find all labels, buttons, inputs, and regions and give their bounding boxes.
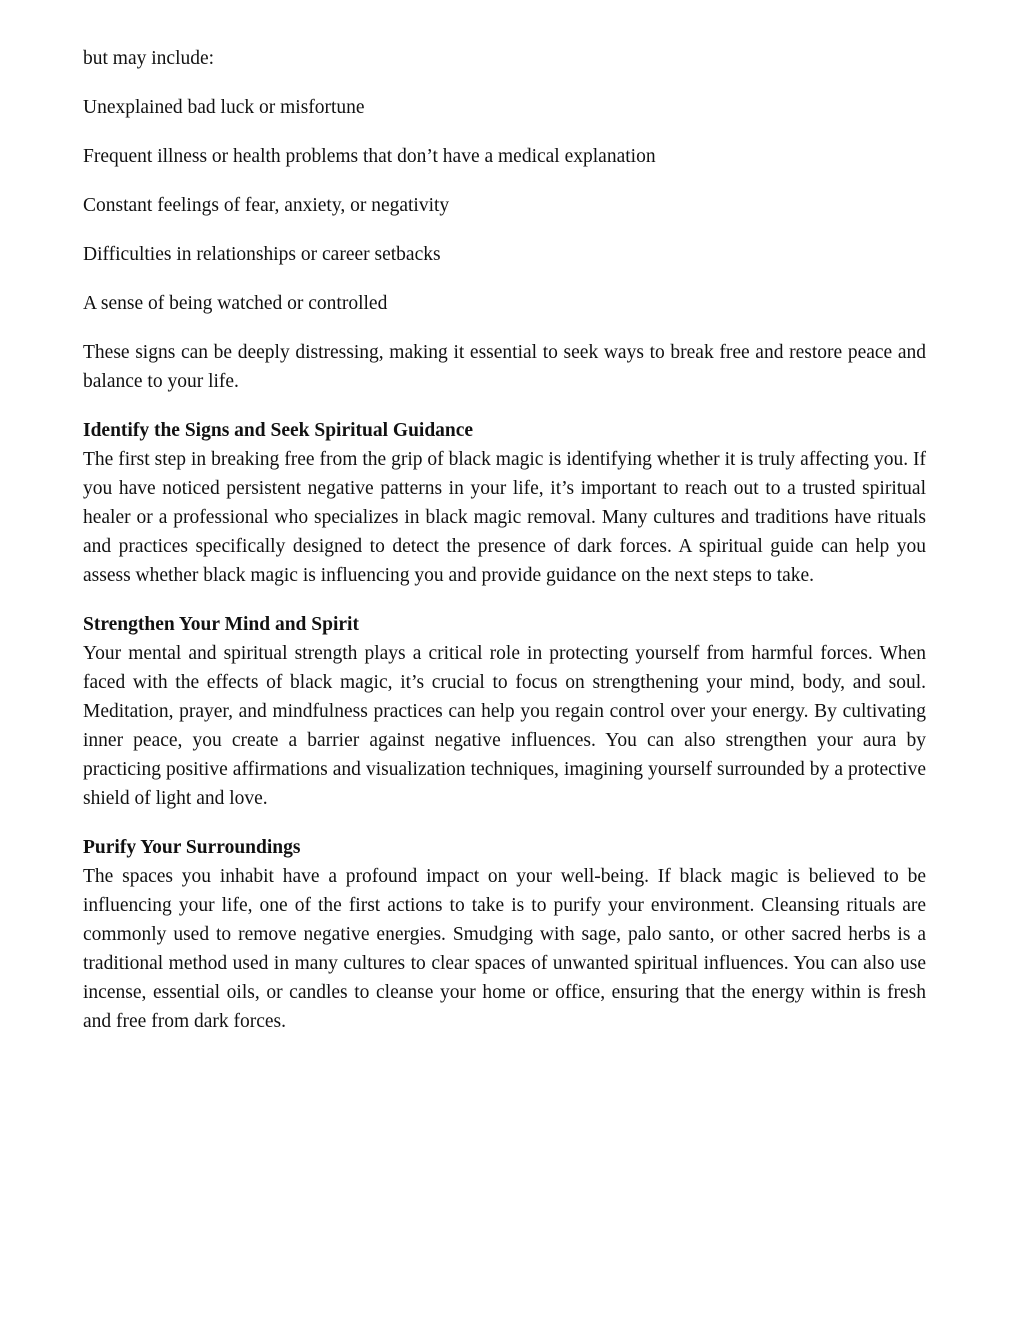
sign-item: Frequent illness or health problems that don’t have a medical explanation [83, 146, 656, 167]
sign-item: Unexplained bad luck or misfortune [83, 97, 365, 118]
section-body: Your mental and spiritual strength plays a critical role in protecting yourself from harmful forces. When faced with the effects of black magic, it’s crucial to focus on strengthening your mind, body, and soul. Meditation, prayer, and mindfulness practices can help you regain control over your energy. By cultivating inner peace, you create a barrier against negative influences. You can also strengthen your aura by practicing positive affirmations and visualization techniques, imagining yourself surrounded by a protective shield of light and love. [83, 643, 926, 809]
intro-line: but may include: [83, 48, 215, 69]
sign-item: Constant feelings of fear, anxiety, or negativity [83, 195, 450, 216]
sign-item: A sense of being watched or controlled [83, 293, 388, 314]
section-body: The first step in breaking free from the grip of black magic is identifying whether it is truly affecting you. If you have noticed persistent negative patterns in your life, it’s important to reach out to a trusted spiritual healer or a professional who specializes in black magic removal. Many cultures and traditions have rituals and practices specifically designed to detect the presence of dark forces. A spiritual guide can help you assess whether black magic is influencing you and provide guidance on the next steps to take. [83, 449, 926, 586]
section-body: The spaces you inhabit have a profound impact on your well-being. If black magic is believed to be influencing your life, one of the first actions to take is to purify your environment. Cleansing rituals are commonly used to remove negative energies. Smudging with sage, palo santo, or other sacred herbs is a traditional method used in many cultures to clear spaces of unwanted spiritual influences. You can also use incense, essential oils, or candles to cleanse your home or office, ensuring that the energy within is fresh and free from dark forces. [83, 866, 926, 1032]
section-strengthen-mind [83, 610, 926, 813]
document-page [83, 44, 926, 1056]
summary-paragraph: These signs can be deeply distressing, making it essential to seek ways to break free and restore peace and balance to your life. [83, 342, 926, 392]
section-purify-surroundings [83, 833, 926, 1036]
section-heading: Purify Your Surroundings [83, 837, 301, 858]
section-heading: Identify the Signs and Seek Spiritual Guidance [83, 420, 474, 441]
section-heading: Strengthen Your Mind and Spirit [83, 614, 359, 635]
section-identify-signs [83, 416, 926, 590]
sign-item: Difficulties in relationships or career setbacks [83, 244, 441, 265]
